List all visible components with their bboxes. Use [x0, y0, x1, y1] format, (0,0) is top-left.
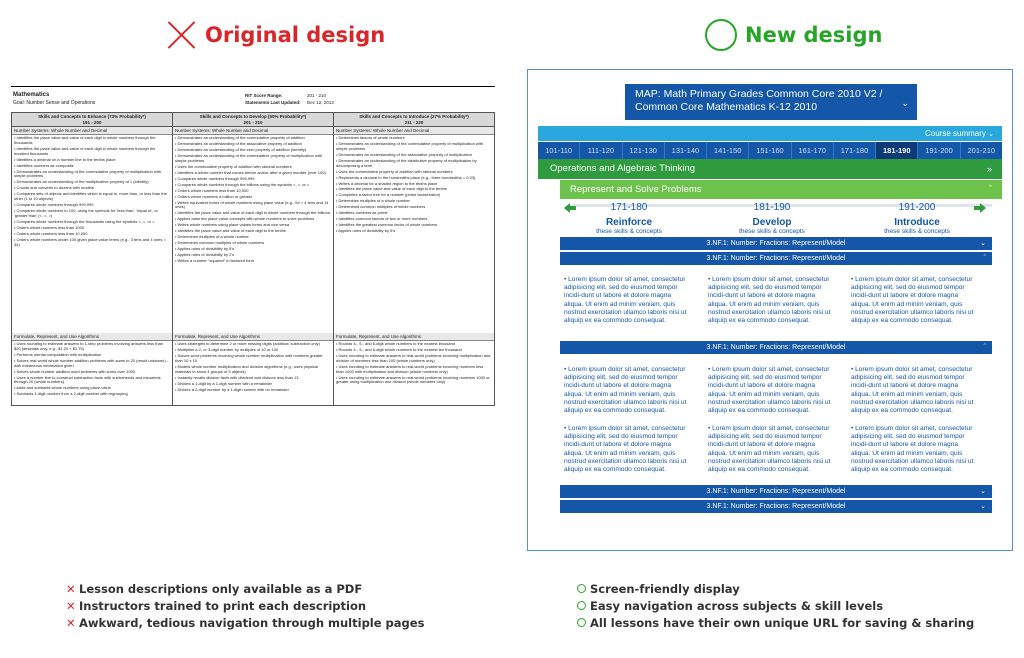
cons-item — [66, 598, 424, 615]
doc-skill-line: • Compares whole numbers to 100, using the symbols for 'less than', 'equal to', or 'greater than' (<, =, >) — [14, 208, 158, 218]
doc-section: Formulate, Represent, and Use Algorithms — [334, 333, 494, 341]
doc-skill-line: • Identifies the place value and value of each digit to the tenths — [175, 228, 286, 234]
x-icon: ✕ — [66, 616, 76, 630]
doc-skill-line: • Orders whole numbers less than 1000 — [14, 224, 85, 230]
doc-skill-line: • Identifies the greatest common factor of whole numbers — [336, 222, 438, 228]
column-sub: these skills & concepts — [884, 228, 950, 235]
doc-skill-line: • Identifies numbers as composite — [14, 162, 74, 168]
column-sub: these skills & concepts — [596, 228, 662, 235]
doc-top-rule — [11, 86, 495, 87]
circle-icon — [577, 598, 590, 615]
course-summary-bar[interactable] — [538, 126, 1002, 141]
doc-skill-line: • Identifies a decimal on a number line to the tenths place — [14, 156, 116, 162]
lesson-description: • Lorem ipsum dolor sit amet, consectetur adipisicing elit, sed do eiusmod tempor incidi-dunt ut labore et dolore magna aliqua. Ut enim ad minim veniam, quis nostrud exercitation ullamco laboris nisi ut aliquip ex ea commodo consequat. — [708, 276, 831, 325]
doc-section: Number Systems: Whole Number and Decimal — [12, 127, 172, 135]
doc-skill-line: • Identifies the place value and value of each digit in whole numbers through the billions — [175, 210, 330, 216]
standard-label: 3.NF.1: Number: Fractions: Represent/Model — [706, 344, 846, 351]
strand-operations-algebraic[interactable] — [538, 159, 1002, 179]
chevron-down-icon: ⌄ — [980, 503, 986, 510]
rit-range-tab[interactable]: 141-150 — [707, 142, 749, 159]
doc-skill-line: • Uses strategies to determine 2 or more missing digits (addition/ subtraction only) — [175, 341, 320, 346]
new-design-heading — [705, 18, 882, 52]
doc-skill-line: • Writes equivalent forms of whole numbers using place value (e.g., 54 = 4 tens and 14 ones) — [175, 199, 329, 210]
doc-skill-line: • Solves word problems involving whole number multiplication with numbers greater than 10 x 10 — [175, 352, 323, 363]
course-title-line2: Common Core Mathematics K-12 2010 — [635, 101, 818, 113]
doc-skill-line: • Applies rules of divisibility by 2's — [175, 252, 235, 258]
pros-text: Easy navigation across subjects & skill levels — [590, 599, 884, 613]
doc-col-list — [173, 341, 333, 402]
rit-range-tab[interactable]: 201-210 — [967, 146, 996, 155]
doc-skill-line: • Uses the commutative property of addition with rational numbers — [336, 168, 453, 174]
doc-skill-line: • Applies rules of divisibility by 5's — [175, 246, 235, 252]
doc-skill-line: • Compares whole numbers through 999,999 — [14, 202, 94, 208]
lesson-description: • Lorem ipsum dolor sit amet, consectetur adipisicing elit, sed do eiusmod tempor incidi-dunt ut labore et dolore magna aliqua. Ut enim ad minim veniam, quis nostrud exercitation ullamco laboris nisi ut aliquip ex ea commodo consequat. — [708, 366, 831, 415]
pros-list — [577, 581, 974, 632]
doc-table — [11, 112, 495, 406]
doc-column-enhance — [12, 113, 173, 405]
doc-col-list — [334, 135, 494, 333]
rit-range-tab[interactable]: 121-130 — [623, 142, 665, 159]
doc-skill-line: • Orders whole numbers less than 10,000 — [14, 230, 88, 236]
doc-skill-line: • Rounds 4-, 5-, and 6-digit whole numbers to the nearest ten thousand — [336, 346, 462, 352]
rit-range-nav — [538, 142, 1002, 159]
rit-range-tab[interactable]: 161-170 — [792, 142, 834, 159]
course-selector[interactable] — [625, 84, 917, 120]
x-icon: ✕ — [66, 582, 76, 596]
doc-section: Number Systems: Whole Number and Decimal — [334, 127, 494, 135]
chevron-down-icon: ⌄ — [901, 98, 909, 108]
circle-icon — [577, 615, 590, 632]
lesson-description: • Lorem ipsum dolor sit amet, consectetur adipisicing elit, sed do eiusmod tempor incidi-dunt ut labore et dolore magna aliqua. Ut enim ad minim veniam, quis nostrud exercitation ullamco laboris nisi ut aliquip ex ea commodo consequat. — [564, 366, 687, 415]
course-summary-label: Course summary — [924, 129, 986, 138]
rit-range-tab[interactable]: 131-140 — [665, 142, 707, 159]
column-introduce — [857, 202, 977, 236]
doc-skill-line: • Demonstrates an understanding of the commutative property of multiplication with simple problems — [336, 140, 484, 151]
rit-label: RIT Score Range: — [245, 93, 283, 98]
double-chevron-down-icon: » — [986, 164, 992, 174]
doc-meta — [245, 92, 334, 106]
doc-title: Mathematics — [13, 92, 50, 98]
doc-skill-line: • Rounds 4-, 5-, and 6-digit whole numbers to the nearest thousand — [336, 341, 456, 346]
doc-col-list — [12, 341, 172, 402]
doc-col-header-text: Skills and Concepts to Introduce (27% Probability*) — [359, 114, 469, 119]
doc-col-header — [12, 113, 172, 127]
standard-bar[interactable] — [560, 341, 992, 354]
cons-text: Lesson descriptions only available as a PDF — [79, 582, 363, 596]
column-label: Reinforce — [605, 217, 653, 228]
doc-skill-line: • Demonstrates an understanding of the associative property of multiplication — [336, 151, 472, 157]
chevron-down-icon: ⌄ — [980, 240, 986, 247]
lesson-description: • Lorem ipsum dolor sit amet, consectetur adipisicing elit, sed do eiusmod tempor incidi-dunt ut labore et dolore magna aliqua. Ut enim ad minim veniam, quis nostrud exercitation ullamco laboris nisi ut aliquip ex ea commodo consequat. — [851, 366, 974, 415]
doc-skill-line: • Identifies the place value and value of each digit in whole numbers through the hundred thousands — [14, 145, 156, 156]
chevron-down-icon: ⌄ — [988, 131, 994, 138]
doc-col-header-text: Skills and Concepts to Develop (50% Probability*) — [199, 114, 307, 119]
cons-item — [66, 615, 424, 632]
doc-skill-line: • Subtracts 1-digit number from a 2-digit number with regrouping — [14, 391, 128, 397]
doc-skill-line: • Adds and subtracts whole numbers using place value — [14, 385, 111, 391]
strand-label: Operations and Algebraic Thinking — [550, 163, 696, 174]
doc-col-header-range: 211 - 220 — [404, 119, 424, 125]
doc-skill-line: • Demonstrates an understanding of the commutative property of addition — [175, 135, 305, 140]
doc-skill-line: • Orders whole numbers less than 10,000 — [175, 187, 249, 193]
rit-range-tab[interactable]: 101-110 — [538, 142, 580, 159]
doc-skill-line: • Uses rounding to estimate answers to real-world problems involving numbers 1000 or greater using multiplication and division (whole numbers only) — [336, 374, 490, 385]
original-design-heading — [165, 18, 385, 52]
chevron-up-icon: ˆ — [989, 184, 992, 194]
column-sub: these skills & concepts — [739, 228, 805, 235]
standard-bar[interactable] — [560, 485, 992, 498]
doc-skill-line: • Writes a number "squared" in factored form — [175, 258, 255, 264]
rit-range-tab[interactable]: 181-190 — [876, 142, 918, 159]
doc-skill-line: • Demonstrates an understanding of the distributive property of multiplication by decomposing a term — [336, 157, 477, 168]
doc-skill-line: • Uses rounding to estimate answers to real-world problems involving numbers less than 1000 with multiplication and division (whole numbers only) — [336, 363, 484, 374]
doc-skill-line: • Identifies common factors of two or more numbers — [336, 216, 428, 222]
doc-skill-line: • Applies rules of divisibility by 5's — [336, 228, 396, 234]
doc-skill-line: • Compares sets of objects and identifies which is equal to, more than, or less than the other (1 to 10 objects) — [14, 191, 167, 202]
cons-item — [66, 581, 424, 598]
pros-text: All lessons have their own unique URL for saving & sharing — [590, 616, 975, 630]
doc-skill-line: • Demonstrates an understanding of the commutative property of multiplication with simple problems — [14, 168, 162, 179]
standard-bar[interactable] — [560, 500, 992, 513]
lesson-description: • Lorem ipsum dolor sit amet, consectetur adipisicing elit, sed do eiusmod tempor incidi-dunt ut labore et dolore magna aliqua. Ut enim ad minim veniam, quis nostrud exercitation ullamco laboris nisi ut aliquip ex ea commodo consequat. — [564, 276, 687, 325]
doc-skill-line: • Orders whole numbers a million or greater — [175, 193, 253, 199]
doc-skill-line: • Applies base ten place value concepts with whole numbers to solve problems — [175, 216, 315, 222]
standard-label: 3.NF.1: Number: Fractions: Represent/Model — [706, 488, 846, 495]
new-design-title: New design — [745, 23, 883, 47]
column-develop — [712, 202, 832, 236]
pros-item — [577, 581, 974, 598]
cons-text: Awkward, tedious navigation through multiple pages — [79, 616, 425, 630]
doc-skill-line: • Uses rounding to estimate answers to 1-step problems involving answers less than $20 (decimals only, e.g., $1.20 + $2.75) — [14, 341, 164, 351]
rit-range-tab[interactable]: 111-120 — [580, 142, 622, 159]
lesson-description: • Lorem ipsum dolor sit amet, consectetur adipisicing elit, sed do eiusmod tempor incidi-dunt ut labore et dolore magna aliqua. Ut enim ad minim veniam, quis nostrud exercitation ullamco laboris nisi ut aliquip ex ea commodo consequat. — [708, 425, 831, 474]
rit-value: 201 - 210 — [307, 93, 327, 98]
doc-col-header — [334, 113, 494, 127]
doc-skill-line: • Identifies the place value and value of each digit to the tenths — [336, 186, 447, 192]
rit-range-tab[interactable]: 191-200 — [918, 142, 960, 159]
x-icon — [165, 19, 197, 51]
doc-skill-line: • Solves real-world whole number addition problems with sums to 20 (result unknown) - with extraneous information given — [14, 357, 169, 368]
doc-skill-line: • Compares whole numbers through the thousands using the symbols <, =, or > — [14, 218, 155, 224]
doc-col-header — [173, 113, 333, 127]
doc-skill-line: • Completes a factor tree for a number (prime factorization) — [336, 192, 441, 198]
doc-col-header-text: Skills and Concepts to Enhance (73% Probability*) — [38, 114, 146, 119]
doc-skill-line: • Determines multiples of a whole number — [336, 198, 410, 204]
rit-range-tab[interactable]: 151-160 — [749, 142, 791, 159]
circle-icon — [577, 581, 590, 598]
doc-skill-line: • Demonstrates an understanding of the multiplicative property of 1 (identity) — [14, 179, 149, 185]
pros-text: Screen-friendly display — [590, 582, 740, 596]
doc-skill-line: • Determined common multiples of whole numbers — [336, 204, 426, 210]
lesson-description: • Lorem ipsum dolor sit amet, consectetur adipisicing elit, sed do eiusmod tempor incidi-dunt ut labore et dolore magna aliqua. Ut enim ad minim veniam, quis nostrud exercitation ullamco laboris nisi ut aliquip ex ea commodo consequat. — [851, 425, 974, 474]
doc-col-header-range: 191 - 200 — [82, 119, 102, 125]
doc-skill-line: • Represents a decimal to the hundredths place (e.g., three hundredths = 0.03) — [336, 174, 476, 180]
doc-skill-line: • Writes whole numbers using place values forms and vice versa — [175, 222, 290, 228]
doc-column-develop — [173, 113, 334, 405]
column-range: 171-180 — [610, 202, 648, 213]
lesson-description: • Lorem ipsum dolor sit amet, consectetur adipisicing elit, sed do eiusmod tempor incidi-dunt ut labore et dolore magna aliqua. Ut enim ad minim veniam, quis nostrud exercitation ullamco laboris nisi ut aliquip ex ea commodo consequat. — [851, 276, 974, 325]
original-design-title: Original design — [205, 23, 386, 47]
chevron-down-icon: ⌄ — [980, 488, 986, 495]
doc-skill-line: • Determines multiples of a whole number — [175, 234, 249, 240]
doc-skill-line: • Divides a 2-digit number by a 1-digit number with no remainder — [175, 386, 289, 392]
updated-label: Statements Last Updated: — [245, 100, 301, 105]
doc-skill-line: • Orders whole numbers under 100 given place value terms (e.g., 3 tens and 4 ones = 34) — [14, 236, 166, 247]
cons-list — [66, 581, 424, 632]
doc-skill-line: • Solves whole number addition word problems with sums over 1000 — [14, 368, 136, 374]
doc-skill-line: • Demonstrates an understanding of the associative property of addition — [175, 140, 302, 146]
doc-skill-line: • Divides a 1-digit by a 1-digit number with a remainder — [175, 380, 272, 386]
doc-skill-line: • Multiplies a 2- or 3-digit number by multiples of 10 or 100 — [175, 346, 279, 352]
doc-skill-line: • Uses a number line to construct subtraction facts with subtrahends and minuends through 20 (whole numbers) — [14, 374, 161, 385]
new-design-panel — [527, 69, 1013, 551]
doc-skill-line: • Identifies a whole number that comes before and/or after a given number (over 100) — [175, 169, 326, 175]
doc-skill-line: • Instantly recalls division facts with dividend and divisors less than 13 — [175, 374, 299, 380]
column-label: Introduce — [894, 217, 940, 228]
doc-skill-line: • Performs mental computation with multiplication — [14, 351, 102, 357]
subtopic-label: Represent and Solve Problems — [570, 184, 702, 195]
pros-item — [577, 598, 974, 615]
doc-skill-line: • Counts and converts to dozens with models — [14, 185, 94, 191]
doc-skill-line: • Compares whole numbers through 999,999 — [175, 175, 255, 181]
doc-skill-line: • Demonstrates an understanding of the zero property of addition (identity) — [175, 146, 307, 152]
column-range: 191-200 — [898, 202, 936, 213]
chevron-up-icon: ˆ — [983, 255, 986, 262]
doc-skill-line: • Demonstrates an understanding of the commutative property of multiplication with simple problems — [175, 152, 323, 163]
doc-col-header-range: 201 - 210 — [243, 119, 263, 125]
column-range: 181-190 — [753, 202, 791, 213]
subtopic-represent-solve[interactable] — [560, 180, 1002, 199]
column-label: Develop — [752, 217, 792, 228]
doc-skill-line: • Compares whole numbers through the billions using the symbols <, >, or = — [175, 181, 310, 187]
doc-skill-line: • Identifies the place value and value of each digit in whole numbers through the thousands — [14, 135, 156, 145]
doc-skill-line: • Determines factors of whole numbers — [336, 135, 405, 140]
doc-skill-line: • Identifies numbers as prime — [336, 210, 388, 216]
standard-bar[interactable] — [560, 252, 992, 265]
standard-label: 3.NF.1: Number: Fractions: Represent/Model — [706, 503, 846, 510]
rit-range-tab[interactable]: 171-180 — [834, 142, 876, 159]
doc-skill-line: • Models whole number multiplication and division algorithms (e.g., uses physical materials to show 4 groups of 3 objects) — [175, 363, 319, 374]
cons-text: Instructors trained to print each description — [79, 599, 367, 613]
standard-label: 3.NF.1: Number: Fractions: Represent/Model — [706, 255, 846, 262]
doc-skill-line: • Determines common multiples of whole numbers — [175, 240, 264, 246]
doc-section: Formulate, Represent, and Use Algorithms — [12, 333, 172, 341]
x-icon: ✕ — [66, 599, 76, 613]
course-title-line1: MAP: Math Primary Grades Common Core 2010 V2 / — [635, 88, 883, 100]
doc-section: Number Systems: Whole Number and Decimal — [173, 127, 333, 135]
doc-col-list — [173, 135, 333, 333]
doc-skill-line: • Uses the commutative property of addition with rational numbers — [175, 163, 292, 169]
updated-value: Dec 12, 2013 — [307, 100, 334, 105]
chevron-up-icon: ˆ — [983, 344, 986, 351]
original-pdf-document — [11, 86, 495, 406]
doc-column-introduce — [334, 113, 494, 405]
doc-col-list — [334, 341, 494, 402]
doc-goal: Goal: Number Sense and Operations — [13, 100, 96, 106]
doc-skill-line: • Writes a decimal for a shaded region to the tenths place — [336, 180, 438, 186]
pros-item — [577, 615, 974, 632]
column-reinforce — [569, 202, 689, 236]
doc-skill-line: • Uses rounding to estimate answers to real-world problems involving multiplication and division of numbers less than 100 (whole numbers only) — [336, 352, 491, 363]
doc-section: Formulate, Represent, and Use Algorithms — [173, 333, 333, 341]
lesson-description: • Lorem ipsum dolor sit amet, consectetur adipisicing elit, sed do eiusmod tempor incidi-dunt ut labore et dolore magna aliqua. Ut enim ad minim veniam, quis nostrud exercitation ullamco laboris nisi ut aliquip ex ea commodo consequat. — [564, 425, 687, 474]
standard-bar[interactable] — [560, 237, 992, 250]
doc-col-list — [12, 135, 172, 333]
circle-icon — [705, 19, 737, 51]
standard-label: 3.NF.1: Number: Fractions: Represent/Model — [706, 240, 846, 247]
